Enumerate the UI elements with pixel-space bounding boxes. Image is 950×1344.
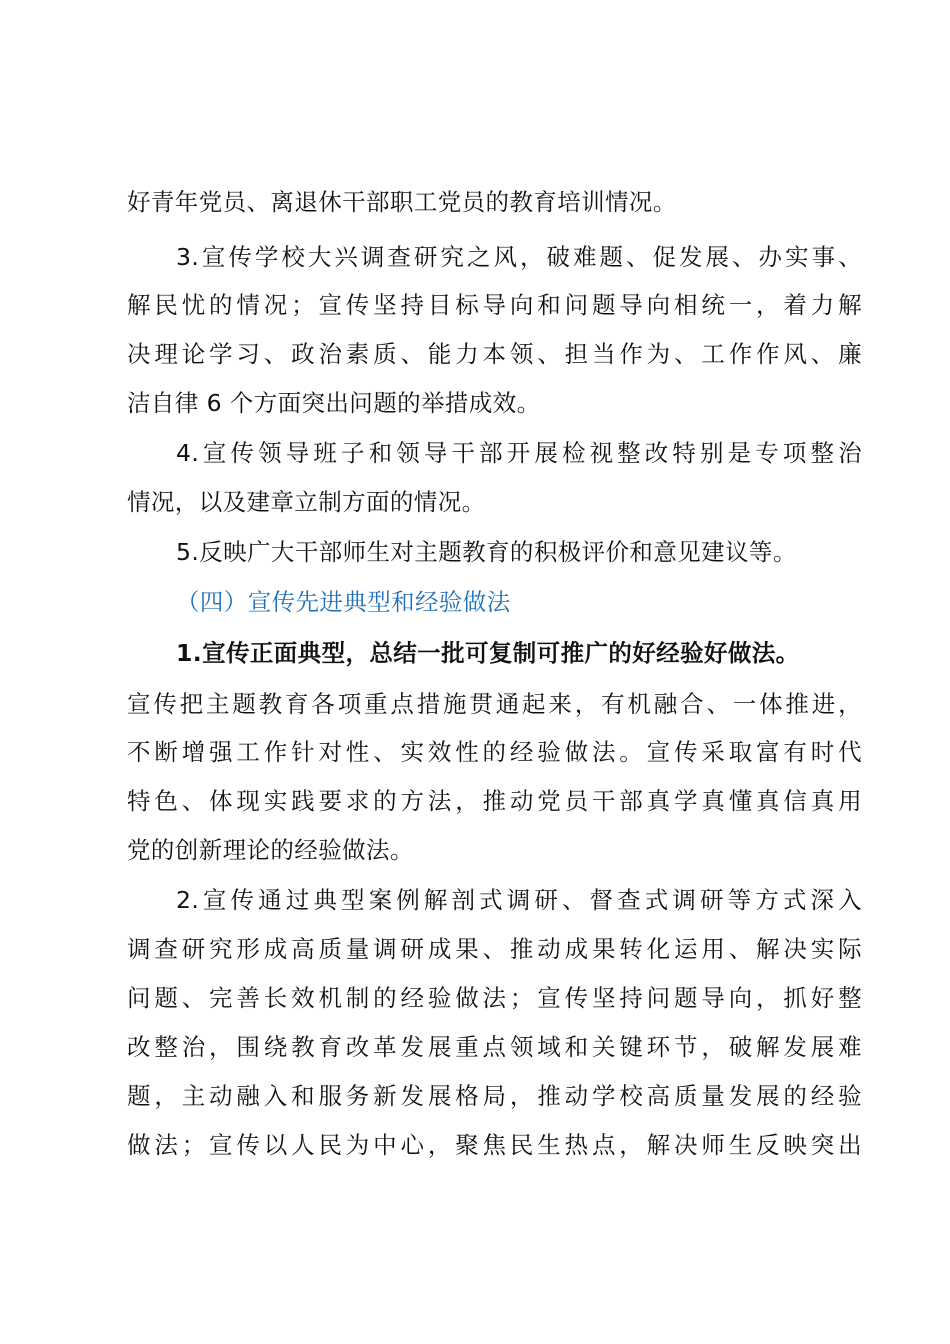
paragraph-line: 不断增强工作针对性、实效性的经验做法。宣传采取富有时代 bbox=[127, 738, 862, 766]
list-item-2-line: 2.宣传通过典型案例解剖式调研、督查式调研等方式深入 bbox=[176, 886, 862, 914]
paragraph-line: 党的创新理论的经验做法。 bbox=[127, 836, 414, 864]
bold-lead-sentence: 1.宣传正面典型，总结一批可复制可推广的好经验好做法。 bbox=[176, 639, 800, 667]
paragraph-line: 解民忧的情况；宣传坚持目标导向和问题导向相统一，着力解 bbox=[127, 291, 862, 319]
paragraph-line: 问题、完善长效机制的经验做法；宣传坚持问题导向，抓好整 bbox=[127, 984, 862, 1012]
paragraph-line: 情况，以及建章立制方面的情况。 bbox=[127, 488, 486, 516]
paragraph-line: 决理论学习、政治素质、能力本领、担当作为、工作作风、廉 bbox=[127, 340, 862, 368]
paragraph-line: 宣传把主题教育各项重点措施贯通起来，有机融合、一体推进， bbox=[127, 690, 862, 718]
list-item-3-line: 3.宣传学校大兴调查研究之风，破难题、促发展、办实事、 bbox=[176, 243, 862, 271]
list-item-4-line: 4.宣传领导班子和领导干部开展检视整改特别是专项整治 bbox=[176, 439, 862, 467]
paragraph-line: 题，主动融入和服务新发展格局，推动学校高质量发展的经验 bbox=[127, 1082, 862, 1110]
paragraph-line: 做法；宣传以人民为中心，聚焦民生热点，解决师生反映突出 bbox=[127, 1131, 862, 1159]
paragraph-line: 改整治，围绕教育改革发展重点领域和关键环节，破解发展难 bbox=[127, 1033, 862, 1061]
section-heading: （四）宣传先进典型和经验做法 bbox=[176, 588, 511, 616]
paragraph-line: 调查研究形成高质量调研成果、推动成果转化运用、解决实际 bbox=[127, 935, 862, 963]
list-item-5-line: 5.反映广大干部师生对主题教育的积极评价和意见建议等。 bbox=[176, 538, 797, 566]
paragraph-line: 特色、体现实践要求的方法，推动党员干部真学真懂真信真用 bbox=[127, 787, 862, 815]
paragraph-line: 洁自律 6 个方面突出问题的举措成效。 bbox=[127, 389, 541, 417]
paragraph-line: 好青年党员、离退休干部职工党员的教育培训情况。 bbox=[127, 188, 677, 216]
